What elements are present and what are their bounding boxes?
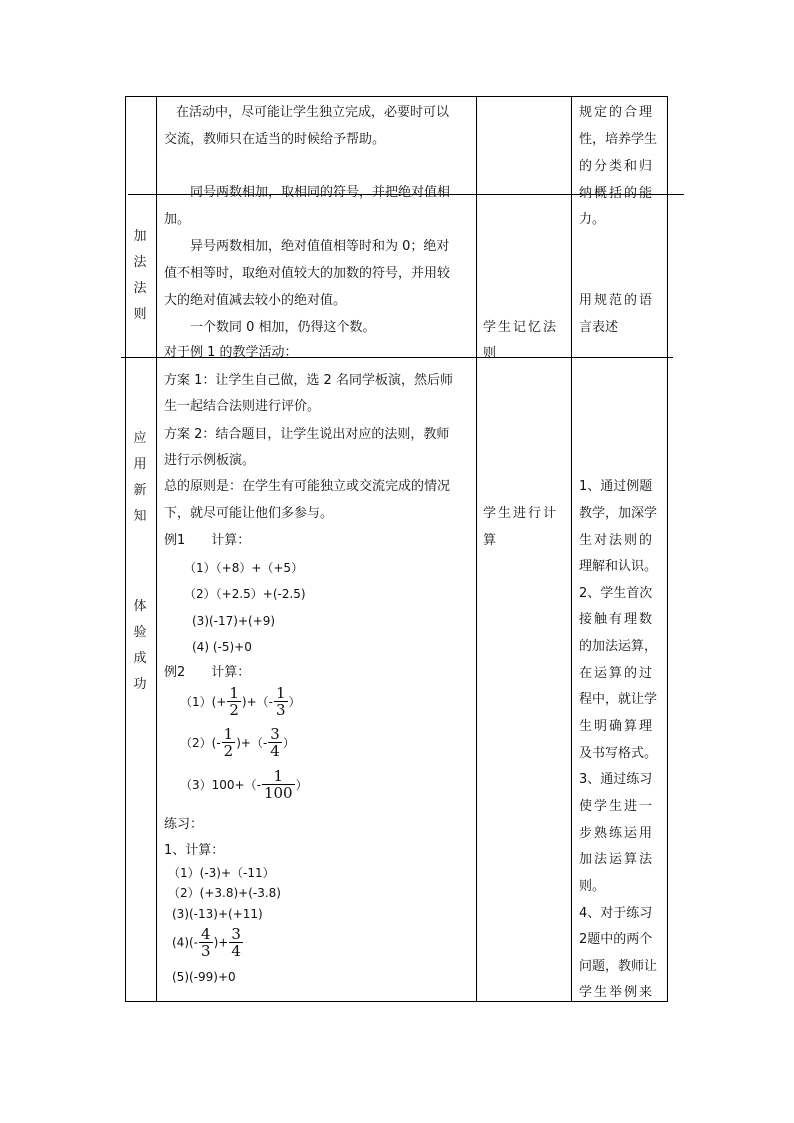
- design-intent-line: 的分类和归: [579, 159, 655, 174]
- design-intent-line: 性，培养学生: [579, 132, 658, 147]
- example-1-item: (4) (-5)+0: [192, 640, 252, 654]
- design-intent-line: 生对法则的: [579, 533, 655, 548]
- rule-line: 值不相等时，取绝对值较大的加数的符号，并用较: [164, 266, 451, 281]
- paragraph-line: 在活动中，尽可能让学生独立完成，必要时可以: [176, 105, 450, 120]
- activity-line: 则: [483, 346, 497, 361]
- rule-line: 一个数同 0 相加，仍得这个数。: [190, 320, 376, 335]
- practice-item: (5)(-99)+0: [172, 970, 236, 984]
- design-intent-line: 接触有理数: [579, 612, 655, 627]
- side-label-char: 功: [133, 677, 147, 692]
- rule-line: 大的绝对值减去较小的绝对值。: [164, 293, 347, 308]
- example-1-item: （2）（+2.5）+(-2.5): [184, 587, 306, 601]
- paragraph-line: 交流，教师只在适当的时候给予帮助。: [164, 132, 386, 147]
- principle-line: 总的原则是：在学生有可能独立或交流完成的情况: [164, 479, 451, 494]
- side-label-char: 成: [133, 651, 147, 666]
- fraction: $\frac{4}{3}$: [201, 925, 211, 960]
- fraction: $\frac{1}{100}$: [263, 767, 293, 802]
- practice-item: （1）(-3)+（-11）: [168, 866, 275, 880]
- fraction: $\frac{3}{4}$: [231, 925, 241, 960]
- design-intent-line: 加法运算法: [579, 852, 655, 867]
- design-intent-line: 2题中的两个: [579, 932, 653, 947]
- design-intent-line: 2、学生首次: [579, 586, 653, 601]
- design-intent-line: 纳概括的能: [579, 186, 655, 201]
- design-intent-line: 用规范的语: [579, 293, 655, 308]
- plan-line: 方案 2：结合题目，让学生说出对应的法则，教师: [164, 427, 450, 442]
- rule-line: 同号两数相加，取相同的符号，并把绝对值相: [190, 185, 451, 200]
- example-2-q3: （3）100+（- $\frac{1}{100}$ ）: [180, 767, 308, 802]
- plan-line: 方案 1：让学生自己做，选 2 名同学板演，然后师: [164, 373, 453, 388]
- fraction: $\frac{3}{4}$: [270, 725, 280, 760]
- design-intent-line: 3、通过练习: [579, 772, 653, 787]
- plan-line: 生一起结合法则进行评价。: [164, 399, 321, 414]
- side-label-char: 法: [133, 255, 147, 270]
- side-label-char: 新: [133, 483, 147, 498]
- design-intent-line: 规定的合理: [579, 105, 655, 120]
- rule-line: 异号两数相加，绝对值值相等时和为 0；绝对: [190, 239, 450, 254]
- design-intent-line: 教学，加深学: [579, 506, 658, 521]
- practice-item: （2）(+3.8)+(-3.8): [168, 886, 281, 900]
- column-divider-1: [156, 96, 157, 1002]
- side-label-char: 用: [133, 457, 147, 472]
- design-intent-line: 使学生进一: [579, 799, 655, 814]
- rule-line: 加。: [164, 212, 191, 227]
- design-intent-line: 言表述: [579, 320, 619, 335]
- practice-q4: (4)(- $\frac{4}{3}$ )+ $\frac{3}{4}$: [172, 925, 241, 960]
- design-intent-line: 1、通过例题: [579, 479, 653, 494]
- side-label-char: 知: [133, 509, 147, 524]
- design-intent-line: 力。: [579, 212, 606, 227]
- design-intent-line: 则。: [579, 879, 606, 894]
- design-intent-line: 在运算的过: [579, 666, 655, 681]
- design-intent-line: 理解和认识。: [579, 559, 658, 574]
- example-1-title: 例1 计算：: [164, 533, 251, 548]
- side-label-char: 验: [133, 625, 147, 640]
- principle-line: 下，就尽可能让他们多参与。: [164, 506, 334, 521]
- side-label-char: 体: [133, 599, 147, 614]
- example-2-title: 例2 计算：: [164, 665, 251, 680]
- example-1-item: (3)(-17)+(+9): [192, 614, 276, 628]
- practice-item: (3)(-13)+(+11): [172, 907, 263, 921]
- plan-line: 进行示例板演。: [164, 453, 256, 468]
- fraction: $\frac{1}{2}$: [223, 725, 234, 760]
- side-label-char: 法: [133, 281, 147, 296]
- activity-line: 学生记忆法: [483, 320, 559, 335]
- design-intent-line: 问题，教师让: [579, 959, 658, 974]
- fraction: $\frac{1}{3}$: [276, 684, 286, 719]
- design-intent-line: 的加法运算，: [579, 639, 658, 654]
- example-1-item: （1）（+8）+（+5）: [184, 561, 304, 575]
- design-intent-line: 生明确算理: [579, 719, 655, 734]
- practice-subtitle: 1、计算：: [164, 843, 225, 858]
- design-intent-line: 学生举例来: [579, 985, 655, 1000]
- example-intro: 对于例 1 的教学活动：: [164, 345, 298, 360]
- design-intent-line: 步熟练运用: [579, 826, 655, 841]
- practice-title: 练习：: [164, 817, 204, 832]
- side-label-char: 则: [133, 307, 147, 322]
- example-2-q2: （2）(- $\frac{1}{2}$ )+（- $\frac{3}{4}$ ）: [180, 725, 295, 760]
- design-intent-line: 4、对于练习: [579, 906, 653, 921]
- column-divider-2: [476, 96, 477, 1002]
- design-intent-line: 及书写格式。: [579, 746, 658, 761]
- activity-line: 算: [483, 533, 497, 548]
- side-label-char: 应: [133, 431, 147, 446]
- design-intent-line: 程中，就让学: [579, 692, 658, 707]
- example-2-q1: （1）(+ $\frac{1}{2}$ )+（- $\frac{1}{3}$ ）: [180, 684, 301, 719]
- activity-line: 学生进行计: [483, 506, 559, 521]
- column-divider-3: [571, 96, 572, 1002]
- fraction: $\frac{1}{2}$: [229, 684, 239, 719]
- side-label-char: 加: [133, 229, 147, 244]
